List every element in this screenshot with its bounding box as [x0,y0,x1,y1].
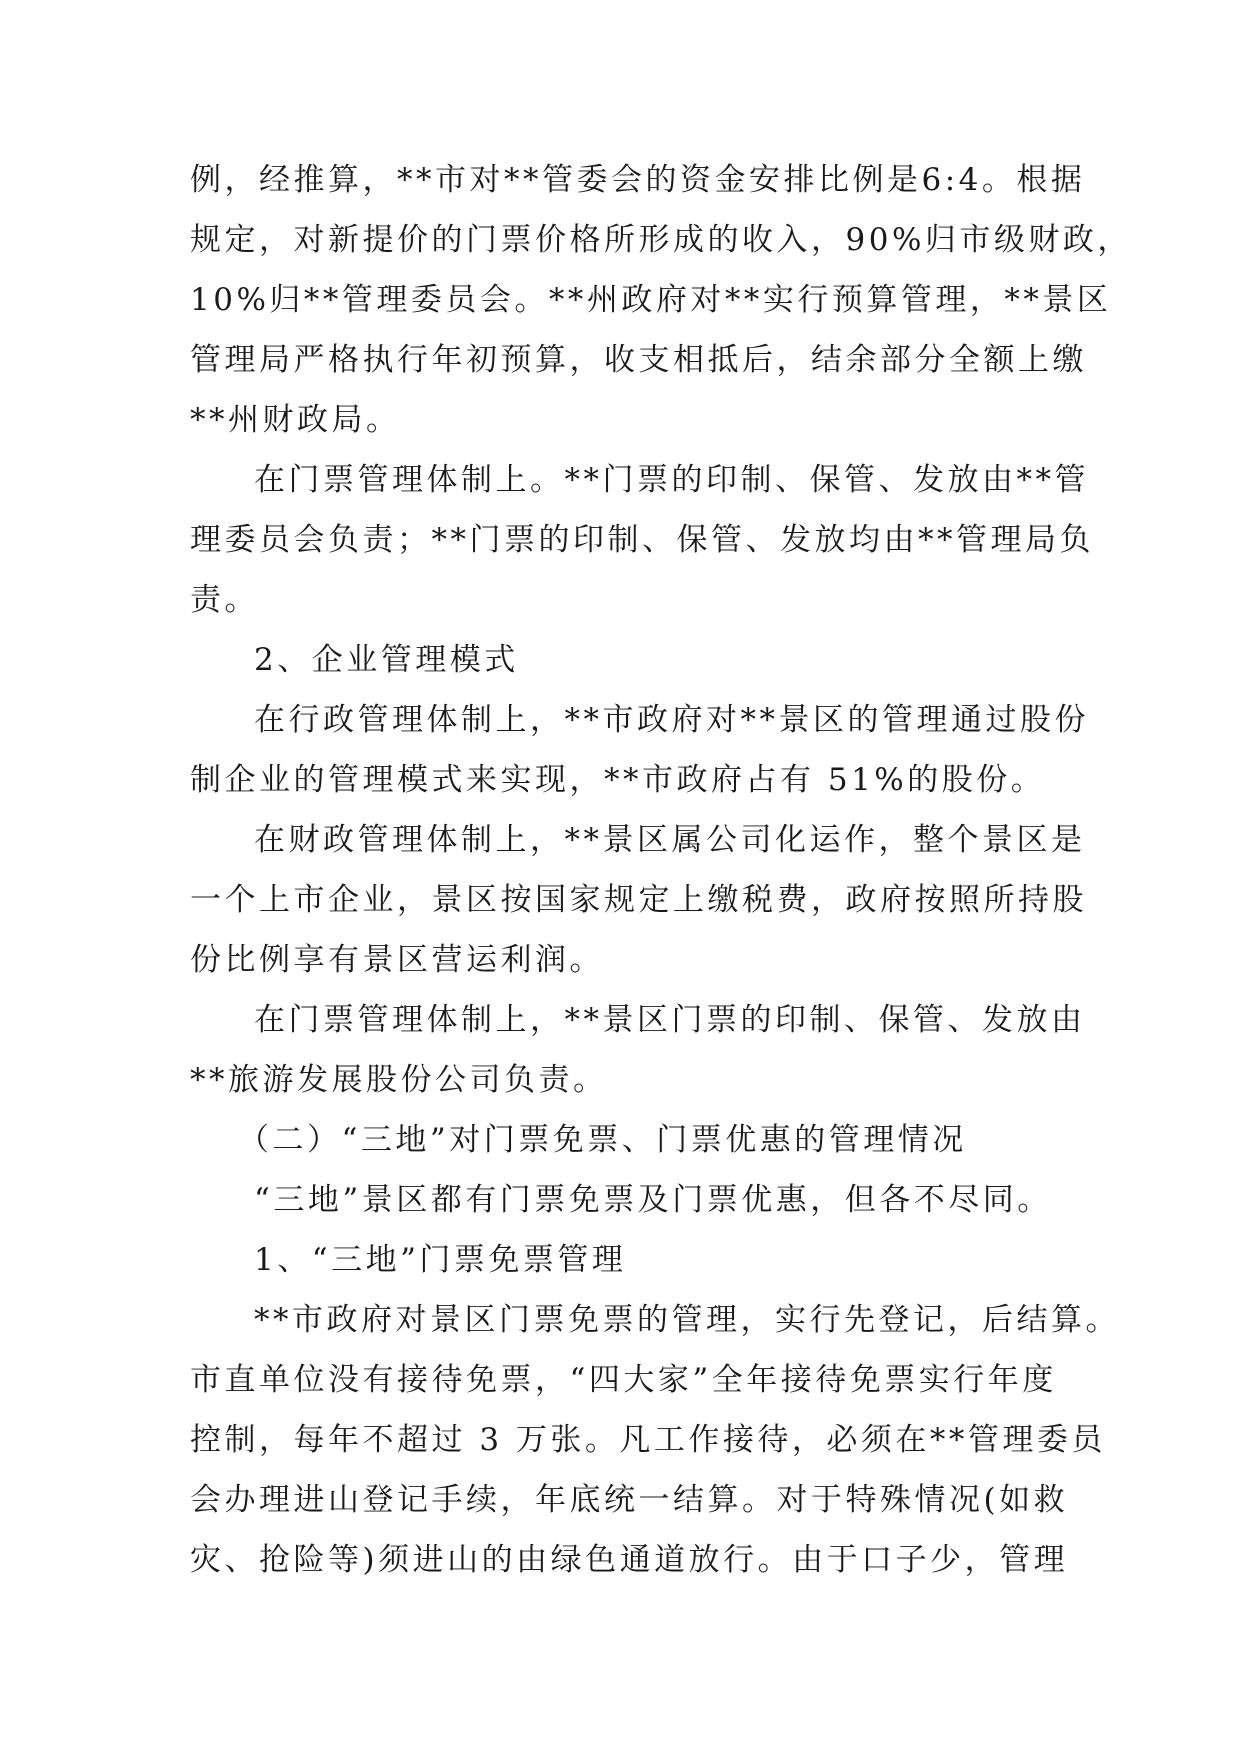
text-line: 一个上市企业，景区按国家规定上缴税费，政府按照所持股 [190,882,1087,918]
text-line: 灾、抢险等)须进山的由绿色通道放行。由于口子少，管理 [190,1542,1069,1578]
text-line: 控制，每年不超过 3 万张。凡工作接待，必须在**管理委员 [190,1422,1106,1458]
text-line: **旅游发展股份公司负责。 [190,1062,608,1098]
text-line: 10%归**管理委员会。**州政府对**实行预算管理，**景区 [190,282,1112,318]
text-line: 制企业的管理模式来实现，**市政府占有 51%的股份。 [190,762,1046,798]
text-line: 份比例享有景区营运利润。 [190,942,604,978]
paragraph-first-line: 在行政管理体制上，**市政府对**景区的管理通过股份 [254,702,1089,738]
section-heading: 2、企业管理模式 [254,642,519,678]
text-line: 例，经推算，**市对**管委会的资金安排比例是6:4。根据 [190,162,1086,198]
paragraph-first-line: “三地”景区都有门票免票及门票优惠，但各不尽同。 [254,1182,1052,1218]
section-heading: 1、“三地”门票免票管理 [254,1242,627,1278]
text-line: 管理局严格执行年初预算，收支相抵后，结余部分全额上缴 [190,342,1087,378]
paragraph-first-line: 在门票管理体制上，**景区门票的印制、保管、发放由 [254,1002,1086,1038]
text-line: 责。 [190,582,259,618]
paragraph-first-line: 在门票管理体制上。**门票的印制、保管、发放由**管 [254,462,1089,498]
text-line: 规定，对新提价的门票价格所形成的收入，90%归市级财政， [190,222,1132,258]
paragraph-first-line: 在财政管理体制上，**景区属公司化运作，整个景区是 [254,822,1086,858]
document-body [190,150,1132,1590]
section-heading: （二）“三地”对门票免票、门票优惠的管理情况 [238,1122,967,1158]
text-line: **州财政局。 [190,402,401,438]
text-line: 会办理进山登记手续，年底统一结算。对于特殊情况(如救 [190,1482,1069,1518]
text-line: 理委员会负责；**门票的印制、保管、发放均由**管理局负 [190,522,1094,558]
paragraph-first-line: **市政府对景区门票免票的管理，实行先登记，后结算。 [254,1302,1120,1338]
text-line: 市直单位没有接待免票，“四大家”全年接待免票实行年度 [190,1362,1057,1398]
